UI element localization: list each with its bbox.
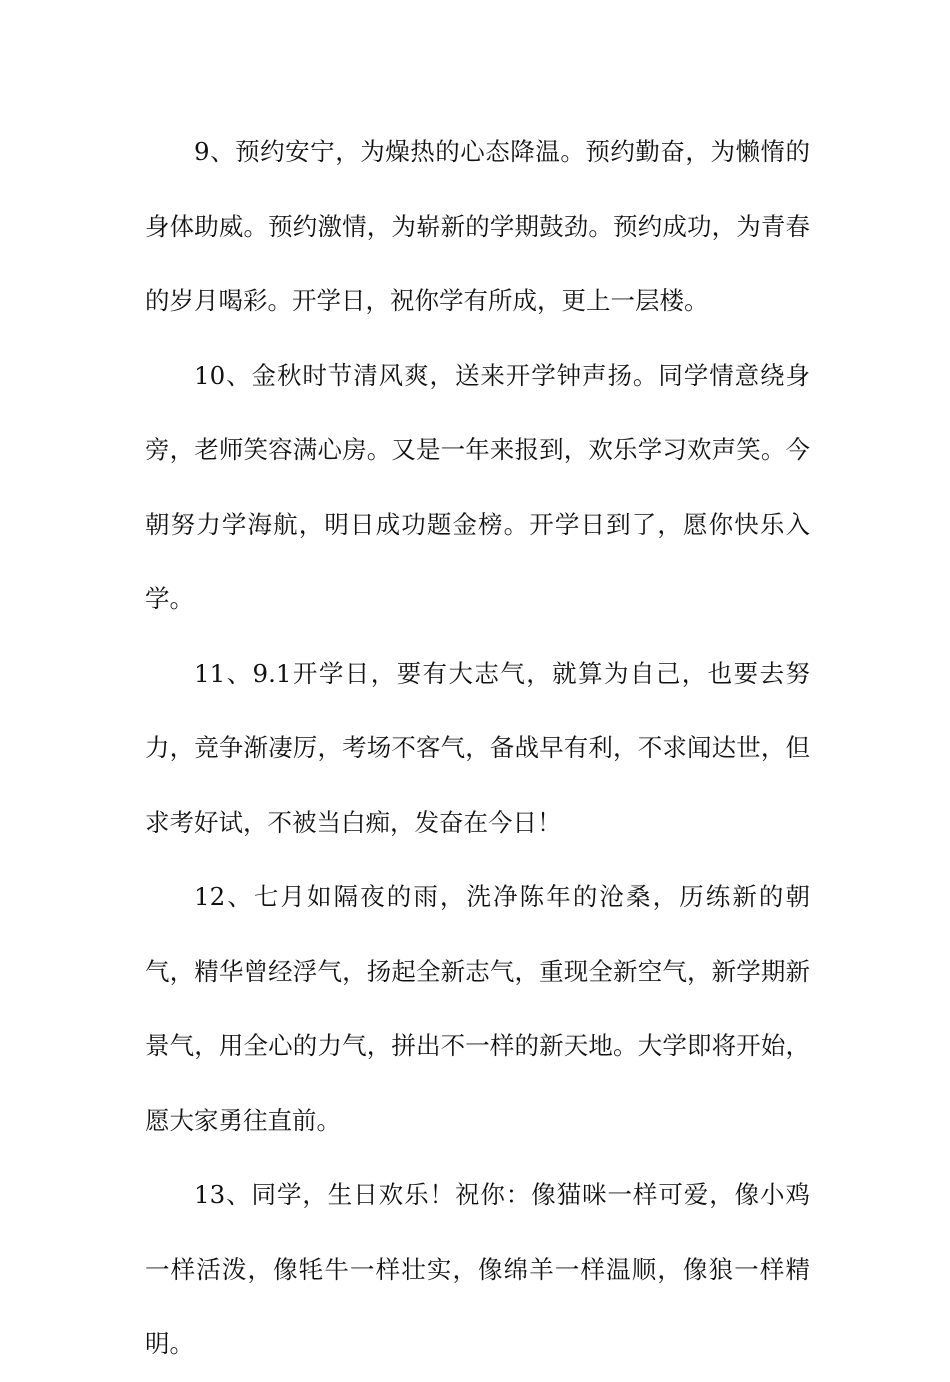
paragraph-11: 11、9.1开学日，要有大志气，就算为自己，也要去努力，竞争渐凄厉，考场不客气，备战早有利，不求闻达世，但求考好试，不被当白痴，发奋在今日！ bbox=[145, 658, 810, 837]
paragraph-9: 9、预约安宁，为燥热的心态降温。预约勤奋，为懒惰的身体助威。预约激情，为崭新的学期鼓劲。预约成功，为青春的岁月喝彩。开学日，祝你学有所成，更上一层楼。 bbox=[145, 137, 810, 315]
paragraph-12: 12、七月如隔夜的雨，洗净陈年的沧桑，历练新的朝气，精华曾经浮气，扬起全新志气，重现全新空气，新学期新景气，用全心的力气，拼出不一样的新天地。大学即将开始，愿大家勇往直前。 bbox=[145, 882, 810, 1135]
paragraph-10: 10、金秋时节清风爽，送来开学钟声扬。同学情意绕身旁，老师笑容满心房。又是一年来报到，欢乐学习欢声笑。今朝努力学海航，明日成功题金榜。开学日到了，愿你快乐入学。 bbox=[145, 360, 810, 613]
paragraph-13: 13、同学，生日欢乐！祝你：像猫咪一样可爱，像小鸡一样活泼，像牦牛一样壮实，像绵羊一样温顺，像狼一样精明。 bbox=[145, 1180, 810, 1358]
document-body bbox=[145, 115, 810, 1382]
